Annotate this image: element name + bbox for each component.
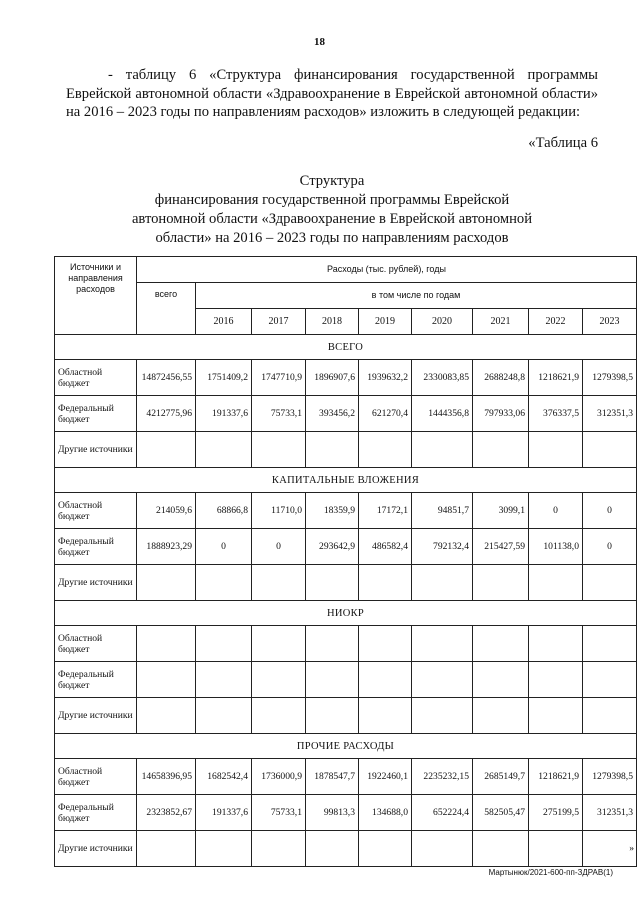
year-value-cell: 11710,0 [252, 493, 306, 529]
year-value-cell [529, 432, 583, 468]
year-value-cell [583, 565, 637, 601]
year-value-cell: 1922460,1 [359, 759, 412, 795]
table-row [55, 698, 637, 734]
total-cell [137, 565, 196, 601]
year-value-cell: 1218621,9 [529, 759, 583, 795]
year-value-cell: 797933,06 [473, 396, 529, 432]
total-cell: 4212775,96 [137, 396, 196, 432]
section-title: ПРОЧИЕ РАСХОДЫ [55, 734, 637, 759]
year-value-cell: 621270,4 [359, 396, 412, 432]
year-value-cell [196, 626, 252, 662]
year-value-cell: 1682542,4 [196, 759, 252, 795]
year-value-cell [252, 626, 306, 662]
year-value-cell: 1279398,5 [583, 759, 637, 795]
source-cell: Областной бюджет [55, 626, 137, 662]
financing-table [54, 256, 637, 867]
page-number: 18 [314, 36, 325, 48]
year-value-cell: 2688248,8 [473, 360, 529, 396]
year-value-cell [412, 432, 473, 468]
table-label: «Таблица 6 [528, 135, 598, 151]
year-value-cell: 1751409,2 [196, 360, 252, 396]
table-title-line3: автономной области «Здравоохранение в Еврейской автономной [131, 211, 533, 227]
total-cell: 214059,6 [137, 493, 196, 529]
total-cell: 14658396,95 [137, 759, 196, 795]
year-value-cell: 312351,3 [583, 795, 637, 831]
year-value-cell: 293642,9 [306, 529, 359, 565]
source-cell: Федеральный бюджет [55, 662, 137, 698]
year-value-cell: 0 [583, 529, 637, 565]
table-row [55, 493, 637, 529]
total-cell: 2323852,67 [137, 795, 196, 831]
source-cell: Другие источники [55, 565, 137, 601]
year-value-cell: 191337,6 [196, 396, 252, 432]
table-row [55, 432, 637, 468]
year-header: 2017 [252, 309, 306, 335]
year-value-cell: 275199,5 [529, 795, 583, 831]
year-value-cell [529, 565, 583, 601]
table-row [55, 662, 637, 698]
year-header: 2021 [473, 309, 529, 335]
year-value-cell [473, 662, 529, 698]
source-cell: Другие источники [55, 831, 137, 867]
year-value-cell: 2685149,7 [473, 759, 529, 795]
year-value-cell: 0 [529, 493, 583, 529]
year-value-cell: 0 [252, 529, 306, 565]
year-header: 2019 [359, 309, 412, 335]
intro-text: - таблицу 6 «Структура финансирования государственной программы Еврейской автономной области «Здравоохранение в Еврейской автономной области» на 2016 – 2023 годы по направлениям расходов» изложить в следующей редакции: [66, 67, 598, 120]
year-value-cell: 75733,1 [252, 396, 306, 432]
header-row-1 [55, 257, 637, 283]
year-value-cell [412, 831, 473, 867]
header-total: всего [137, 283, 196, 335]
year-value-cell [306, 831, 359, 867]
year-header: 2020 [412, 309, 473, 335]
table-row [55, 565, 637, 601]
source-cell: Федеральный бюджет [55, 529, 137, 565]
table-title [90, 172, 574, 248]
year-value-cell: 1939632,2 [359, 360, 412, 396]
total-cell [137, 626, 196, 662]
section-header-row [55, 335, 637, 360]
year-value-cell [529, 626, 583, 662]
year-value-cell: 215427,59 [473, 529, 529, 565]
total-cell: 1888923,29 [137, 529, 196, 565]
year-value-cell [252, 698, 306, 734]
total-cell: 14872456,55 [137, 360, 196, 396]
year-value-cell: 0 [583, 493, 637, 529]
source-cell: Областной бюджет [55, 759, 137, 795]
year-value-cell: 17172,1 [359, 493, 412, 529]
table-row [55, 529, 637, 565]
year-value-cell [306, 662, 359, 698]
year-value-cell: 312351,3 [583, 396, 637, 432]
header-expenses: Расходы (тыс. рублей), годы [137, 257, 637, 283]
year-value-cell: 486582,4 [359, 529, 412, 565]
total-cell [137, 662, 196, 698]
section-header-row [55, 468, 637, 493]
intro-paragraph [66, 66, 598, 122]
year-value-cell [412, 565, 473, 601]
year-value-cell [196, 831, 252, 867]
source-cell: Областной бюджет [55, 360, 137, 396]
year-value-cell [583, 698, 637, 734]
header-row-2 [55, 283, 637, 309]
total-cell [137, 698, 196, 734]
year-value-cell: 2330083,85 [412, 360, 473, 396]
header-by-year: в том числе по годам [196, 283, 637, 309]
year-value-cell [473, 626, 529, 662]
year-value-cell: 134688,0 [359, 795, 412, 831]
year-header: 2023 [583, 309, 637, 335]
year-value-cell: 652224,4 [412, 795, 473, 831]
year-value-cell: 393456,2 [306, 396, 359, 432]
table-row [55, 795, 637, 831]
year-value-cell [196, 565, 252, 601]
year-value-cell [412, 662, 473, 698]
year-value-cell [359, 831, 412, 867]
year-value-cell [412, 626, 473, 662]
financing-table-body [55, 257, 637, 867]
year-value-cell [583, 662, 637, 698]
year-value-cell: 376337,5 [529, 396, 583, 432]
total-cell [137, 831, 196, 867]
year-value-cell [583, 626, 637, 662]
year-value-cell [473, 831, 529, 867]
year-value-cell: 1444356,8 [412, 396, 473, 432]
year-value-cell [306, 565, 359, 601]
year-value-cell [196, 662, 252, 698]
source-cell: Федеральный бюджет [55, 396, 137, 432]
year-value-cell: 75733,1 [252, 795, 306, 831]
source-cell: Другие источники [55, 432, 137, 468]
year-value-cell: 0 [196, 529, 252, 565]
year-value-cell: 582505,47 [473, 795, 529, 831]
year-value-cell: 1747710,9 [252, 360, 306, 396]
year-value-cell: 1279398,5 [583, 360, 637, 396]
year-value-cell [252, 662, 306, 698]
table-title-line2: финансирования государственной программы Еврейской [154, 192, 510, 208]
year-value-cell [473, 432, 529, 468]
table-row [55, 759, 637, 795]
year-value-cell [529, 662, 583, 698]
year-value-cell: 101138,0 [529, 529, 583, 565]
year-value-cell [412, 698, 473, 734]
year-value-cell [359, 662, 412, 698]
total-cell [137, 432, 196, 468]
table-row [55, 626, 637, 662]
year-value-cell [252, 432, 306, 468]
year-value-cell [359, 698, 412, 734]
year-value-cell: 68866,8 [196, 493, 252, 529]
section-header-row [55, 734, 637, 759]
year-header: 2022 [529, 309, 583, 335]
year-value-cell: » [583, 831, 637, 867]
year-value-cell [473, 698, 529, 734]
year-value-cell [252, 565, 306, 601]
year-value-cell: 2235232,15 [412, 759, 473, 795]
table-row [55, 360, 637, 396]
table-row [55, 831, 637, 867]
section-header-row [55, 601, 637, 626]
year-value-cell [196, 698, 252, 734]
year-value-cell: 1736000,9 [252, 759, 306, 795]
source-cell: Другие источники [55, 698, 137, 734]
year-value-cell: 792132,4 [412, 529, 473, 565]
year-header: 2016 [196, 309, 252, 335]
year-value-cell [359, 565, 412, 601]
year-value-cell [196, 432, 252, 468]
year-value-cell: 3099,1 [473, 493, 529, 529]
year-value-cell [529, 698, 583, 734]
section-title: ВСЕГО [55, 335, 637, 360]
year-header: 2018 [306, 309, 359, 335]
year-value-cell: 1218621,9 [529, 360, 583, 396]
year-value-cell: 1878547,7 [306, 759, 359, 795]
year-value-cell: 99813,3 [306, 795, 359, 831]
year-value-cell [252, 831, 306, 867]
year-value-cell [359, 432, 412, 468]
year-value-cell [473, 565, 529, 601]
year-value-cell: 94851,7 [412, 493, 473, 529]
document-footer-code: Мартынюк/2021-600-пп-ЗДРАВ(1) [488, 868, 613, 877]
year-value-cell [529, 831, 583, 867]
header-source: Источники и направления расходов [55, 257, 137, 335]
table-row [55, 396, 637, 432]
year-value-cell [306, 626, 359, 662]
year-value-cell [306, 698, 359, 734]
year-value-cell: 18359,9 [306, 493, 359, 529]
year-value-cell: 191337,6 [196, 795, 252, 831]
year-value-cell [306, 432, 359, 468]
source-cell: Областной бюджет [55, 493, 137, 529]
year-value-cell [359, 626, 412, 662]
year-value-cell [583, 432, 637, 468]
source-cell: Федеральный бюджет [55, 795, 137, 831]
section-title: НИОКР [55, 601, 637, 626]
year-value-cell: 1896907,6 [306, 360, 359, 396]
section-title: КАПИТАЛЬНЫЕ ВЛОЖЕНИЯ [55, 468, 637, 493]
table-title-line1: Структура [299, 173, 365, 189]
table-title-line4: области» на 2016 – 2023 годы по направлениям расходов [155, 230, 509, 246]
